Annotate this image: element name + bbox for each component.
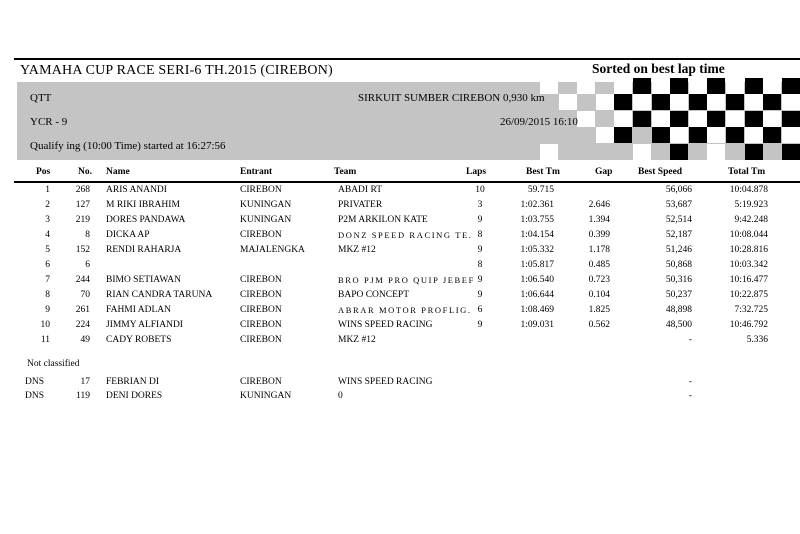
checker-square bbox=[763, 78, 781, 94]
checker-square bbox=[652, 94, 670, 110]
checker-square bbox=[652, 127, 670, 143]
col-gap: Gap bbox=[595, 167, 613, 177]
checker-square bbox=[614, 111, 632, 127]
table-row bbox=[0, 335, 800, 349]
cell-pos: 7 bbox=[45, 275, 50, 285]
cell-no: 127 bbox=[75, 200, 90, 210]
cell-no: 261 bbox=[75, 305, 90, 315]
cell-name: BIMO SETIAWAN bbox=[106, 275, 181, 285]
cell-no: 70 bbox=[80, 290, 90, 300]
cell-team: BRO PJM PRO QUIP JEBEF bbox=[338, 275, 475, 285]
datetime-label: 26/09/2015 16:10 bbox=[500, 116, 578, 128]
circuit-label: SIRKUIT SUMBER CIREBON 0,930 km bbox=[358, 92, 545, 104]
cell-laps: 8 bbox=[477, 230, 483, 240]
checker-square bbox=[745, 78, 763, 94]
cell-pos: 2 bbox=[45, 200, 50, 210]
cell-speed: 52,187 bbox=[665, 230, 692, 240]
cell-total: 5:19.923 bbox=[734, 200, 768, 210]
checker-square bbox=[540, 144, 558, 160]
cell-entrant: CIREBON bbox=[240, 377, 282, 387]
checker-square bbox=[670, 94, 688, 110]
cell-gap: 0.562 bbox=[588, 320, 610, 330]
cell-laps: 3 bbox=[477, 200, 483, 210]
cell-team: DONZ SPEED RACING TE. bbox=[338, 230, 473, 240]
cell-gap: 1.825 bbox=[588, 305, 610, 315]
cell-total: 10:03.342 bbox=[729, 260, 768, 270]
cell-team: P2M ARKILON KATE bbox=[338, 215, 428, 225]
cell-name: CADY ROBETS bbox=[106, 335, 172, 345]
cell-best: 1:05.332 bbox=[520, 245, 554, 255]
cell-name: RIAN CANDRA TARUNA bbox=[106, 290, 213, 300]
title-rule bbox=[14, 58, 800, 60]
col-laps: Laps bbox=[466, 167, 487, 177]
cell-gap: 0.723 bbox=[588, 275, 610, 285]
checker-square bbox=[763, 111, 781, 127]
cell-name: JIMMY ALFIANDI bbox=[106, 320, 183, 330]
checker-square bbox=[670, 111, 688, 127]
cell-total: 7:32.725 bbox=[734, 305, 768, 315]
cell-name: FEBRIAN DI bbox=[106, 377, 160, 387]
cell-speed: 50,237 bbox=[665, 290, 692, 300]
cell-speed: 48,500 bbox=[665, 320, 692, 330]
cell-entrant: CIREBON bbox=[240, 230, 282, 240]
checker-square bbox=[726, 78, 744, 94]
cell-entrant: CIREBON bbox=[240, 275, 282, 285]
table-row bbox=[0, 200, 800, 214]
cell-laps: 6 bbox=[477, 305, 483, 315]
cell-team: ABADI RT bbox=[338, 185, 383, 195]
cell-best: 1:03.755 bbox=[520, 215, 554, 225]
cell-name: M RIKI IBRAHIM bbox=[106, 200, 180, 210]
cell-team: PRIVATER bbox=[338, 200, 383, 210]
checker-square bbox=[782, 94, 800, 110]
checker-square bbox=[707, 127, 725, 143]
checker-square bbox=[726, 94, 744, 110]
checkered-flag-graphic bbox=[540, 78, 800, 160]
cell-team: BAPO CONCEPT bbox=[338, 290, 409, 300]
col-total: Total Tm bbox=[728, 167, 766, 177]
table-row bbox=[0, 305, 800, 319]
checker-square bbox=[707, 78, 725, 94]
cell-entrant: CIREBON bbox=[240, 305, 282, 315]
cell-total: 10:08.044 bbox=[729, 230, 768, 240]
checker-square bbox=[577, 111, 595, 127]
cell-pos: 4 bbox=[45, 230, 50, 240]
checker-square bbox=[577, 78, 595, 94]
cell-laps: 9 bbox=[477, 320, 483, 330]
cell-entrant: MAJALENGKA bbox=[240, 245, 305, 255]
cell-pos: 3 bbox=[45, 215, 50, 225]
table-row bbox=[0, 275, 800, 289]
col-pos: Pos bbox=[36, 167, 51, 177]
cell-pos: 5 bbox=[45, 245, 50, 255]
cell-laps: 10 bbox=[475, 185, 485, 195]
cell-team: WINS SPEED RACING bbox=[338, 320, 433, 330]
cell-gap: 2.646 bbox=[588, 200, 610, 210]
cell-pos: DNS bbox=[24, 377, 44, 387]
checker-square bbox=[614, 94, 632, 110]
checker-square bbox=[782, 111, 800, 127]
cell-entrant: CIREBON bbox=[240, 320, 282, 330]
cell-speed: 50,316 bbox=[665, 275, 692, 285]
checker-square bbox=[763, 127, 781, 143]
table-row bbox=[0, 215, 800, 229]
cell-total: 10:16.477 bbox=[729, 275, 768, 285]
session-label: QTT bbox=[30, 92, 52, 104]
cell-gap: 0.485 bbox=[588, 260, 610, 270]
cell-team: ABRAR MOTOR PROFLIG. bbox=[338, 305, 472, 315]
cell-entrant: KUNINGAN bbox=[240, 215, 292, 225]
cell-no: 49 bbox=[80, 335, 90, 345]
cell-name: DENI DORES bbox=[106, 391, 163, 401]
cell-best: 1:04.154 bbox=[520, 230, 554, 240]
checker-square bbox=[745, 94, 763, 110]
checker-square bbox=[689, 127, 707, 143]
checker-square bbox=[707, 144, 725, 160]
cell-laps: 8 bbox=[477, 260, 483, 270]
cell-no: 8 bbox=[85, 230, 90, 240]
cell-gap: 1.394 bbox=[588, 215, 610, 225]
checker-square bbox=[596, 94, 614, 110]
checker-square bbox=[763, 94, 781, 110]
cell-name: FAHMI ADLAN bbox=[106, 305, 172, 315]
cell-no: 119 bbox=[76, 391, 90, 401]
not-classified-label: Not classified bbox=[27, 359, 80, 369]
checker-square bbox=[782, 78, 800, 94]
cell-gap: 0.399 bbox=[588, 230, 610, 240]
cell-best: 1:05.817 bbox=[520, 260, 554, 270]
cell-team: MKZ #12 bbox=[338, 335, 376, 345]
checker-square bbox=[559, 94, 577, 110]
cell-team: WINS SPEED RACING bbox=[338, 377, 433, 387]
checker-square bbox=[633, 94, 651, 110]
cell-entrant: KUNINGAN bbox=[240, 200, 292, 210]
cell-team: MKZ #12 bbox=[338, 245, 376, 255]
cell-no: 219 bbox=[75, 215, 90, 225]
cell-team: 0 bbox=[338, 391, 343, 401]
table-row bbox=[0, 377, 800, 391]
page-title: YAMAHA CUP RACE SERI-6 TH.2015 (CIREBON) bbox=[20, 63, 333, 78]
cell-pos: 11 bbox=[40, 335, 50, 345]
table-row bbox=[0, 245, 800, 259]
table-row bbox=[0, 185, 800, 199]
cell-laps: 9 bbox=[477, 245, 483, 255]
cell-total: 10:04.878 bbox=[729, 185, 768, 195]
cell-total: 5.336 bbox=[746, 335, 768, 345]
checker-square bbox=[670, 127, 688, 143]
cell-total: 10:22.875 bbox=[729, 290, 768, 300]
cell-name: ARIS ANANDI bbox=[106, 185, 167, 195]
cell-pos: 9 bbox=[45, 305, 50, 315]
cell-speed: 50,868 bbox=[665, 260, 692, 270]
cell-pos: 1 bbox=[45, 185, 50, 195]
cell-laps: 9 bbox=[477, 215, 483, 225]
checker-square bbox=[689, 111, 707, 127]
cell-entrant: CIREBON bbox=[240, 185, 282, 195]
checker-square bbox=[689, 94, 707, 110]
cell-no: 244 bbox=[75, 275, 90, 285]
cell-speed: 53,687 bbox=[665, 200, 692, 210]
checker-square bbox=[614, 78, 632, 94]
cell-speed: - bbox=[688, 377, 692, 387]
cell-pos: 6 bbox=[45, 260, 50, 270]
checker-square bbox=[670, 144, 688, 160]
cell-name: DORES PANDAWA bbox=[106, 215, 186, 225]
cell-entrant: CIREBON bbox=[240, 335, 282, 345]
table-row bbox=[0, 391, 800, 405]
cell-entrant: KUNINGAN bbox=[240, 391, 292, 401]
class-label: YCR - 9 bbox=[30, 116, 68, 128]
cell-no: 152 bbox=[75, 245, 90, 255]
cell-pos: DNS bbox=[24, 391, 44, 401]
cell-best: 1:06.540 bbox=[520, 275, 554, 285]
results-table-header bbox=[0, 167, 800, 179]
col-best: Best Tm bbox=[526, 167, 560, 177]
checker-square bbox=[782, 127, 800, 143]
table-row bbox=[0, 260, 800, 274]
header-rule bbox=[14, 181, 800, 183]
table-row bbox=[0, 230, 800, 244]
checker-square bbox=[633, 78, 651, 94]
cell-name: RENDI RAHARJA bbox=[106, 245, 182, 255]
cell-speed: 52,514 bbox=[665, 215, 692, 225]
table-row bbox=[0, 290, 800, 304]
cell-laps: 9 bbox=[477, 290, 483, 300]
table-row bbox=[0, 320, 800, 334]
checker-square bbox=[726, 111, 744, 127]
checker-square bbox=[745, 111, 763, 127]
checker-square bbox=[726, 127, 744, 143]
qualifying-label: Qualify ing (10:00 Time) started at 16:27:56 bbox=[30, 140, 226, 152]
checker-square bbox=[652, 78, 670, 94]
col-team: Team bbox=[334, 167, 357, 177]
cell-speed: 56,066 bbox=[665, 185, 692, 195]
checker-square bbox=[652, 111, 670, 127]
checker-square bbox=[670, 78, 688, 94]
cell-speed: 51,246 bbox=[665, 245, 692, 255]
cell-no: 268 bbox=[75, 185, 90, 195]
checker-square bbox=[633, 111, 651, 127]
cell-best: 1:02.361 bbox=[520, 200, 554, 210]
cell-speed: - bbox=[688, 391, 692, 401]
cell-gap: 0.104 bbox=[588, 290, 610, 300]
col-entrant: Entrant bbox=[240, 167, 273, 177]
checker-square bbox=[745, 127, 763, 143]
checker-square bbox=[633, 144, 651, 160]
cell-entrant: CIREBON bbox=[240, 290, 282, 300]
checker-square bbox=[596, 127, 614, 143]
cell-no: 224 bbox=[75, 320, 90, 330]
checker-square bbox=[745, 144, 763, 160]
checker-square bbox=[614, 127, 632, 143]
cell-speed: - bbox=[688, 335, 692, 345]
cell-total: 10:28.816 bbox=[729, 245, 768, 255]
cell-no: 6 bbox=[85, 260, 90, 270]
cell-gap: 1.178 bbox=[588, 245, 610, 255]
cell-total: 10:46.792 bbox=[729, 320, 768, 330]
cell-total: 9:42.248 bbox=[734, 215, 768, 225]
checker-square bbox=[689, 78, 707, 94]
col-name: Name bbox=[106, 167, 130, 177]
col-no: No. bbox=[78, 167, 92, 177]
checker-square bbox=[707, 111, 725, 127]
cell-pos: 10 bbox=[40, 320, 50, 330]
cell-best: 59.715 bbox=[527, 185, 554, 195]
cell-best: 1:09.031 bbox=[520, 320, 554, 330]
cell-best: 1:08.469 bbox=[520, 305, 554, 315]
cell-no: 17 bbox=[80, 377, 90, 387]
cell-laps: 9 bbox=[477, 275, 483, 285]
checker-square bbox=[707, 94, 725, 110]
cell-pos: 8 bbox=[45, 290, 50, 300]
cell-best: 1:06.644 bbox=[520, 290, 554, 300]
col-speed: Best Speed bbox=[638, 167, 683, 177]
sort-note: Sorted on best lap time bbox=[592, 61, 725, 76]
checker-square bbox=[782, 144, 800, 160]
cell-speed: 48,898 bbox=[665, 305, 692, 315]
cell-name: DICKA AP bbox=[106, 230, 150, 240]
